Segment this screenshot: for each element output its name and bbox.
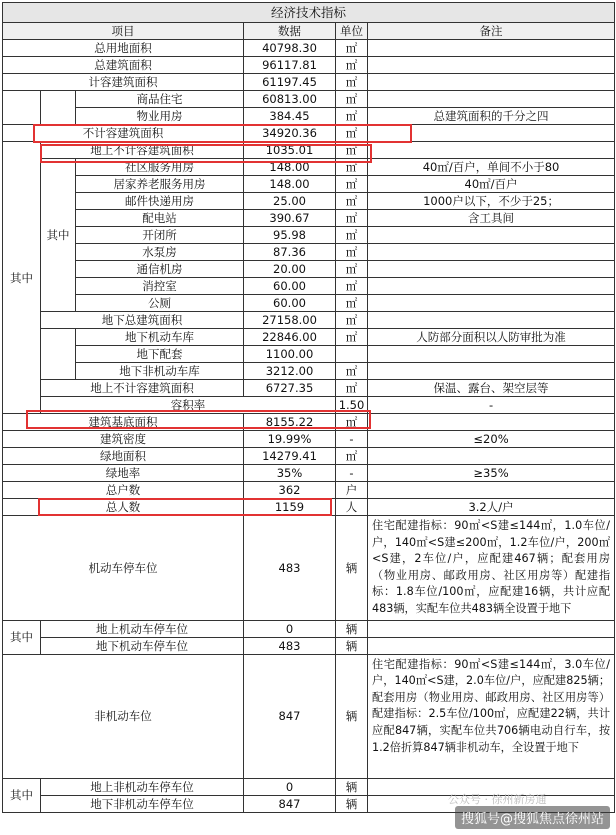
row-label: 地上机动车停车位 xyxy=(41,620,244,637)
row-label: 绿地率 xyxy=(3,465,244,482)
row-label: 计容建筑面积 xyxy=(3,74,244,91)
row-value: 22846.00 xyxy=(244,329,336,346)
table-row xyxy=(3,227,615,244)
row-label: 非机动车位 xyxy=(3,654,244,778)
row-note: 保温、露台、架空层等 xyxy=(368,380,615,397)
row-label: 容积率 xyxy=(41,397,336,414)
row-note: 40㎡/百户 xyxy=(368,176,615,193)
table-row xyxy=(3,637,615,654)
row-note xyxy=(368,295,615,312)
row-note xyxy=(368,244,615,261)
row-unit: 辆 xyxy=(336,795,368,812)
row-unit: 户 xyxy=(336,482,368,499)
row-note xyxy=(368,278,615,295)
row-value: 483 xyxy=(244,516,336,621)
header-item: 项目 xyxy=(3,23,244,40)
row-label: 地下机动车停车位 xyxy=(41,637,244,654)
row-unit: ㎡ xyxy=(336,159,368,176)
row-unit xyxy=(336,346,368,363)
row-value: 148.00 xyxy=(244,176,336,193)
row-label: 不计容建筑面积 xyxy=(3,125,244,142)
row-note xyxy=(368,91,615,108)
row-label: 地下机动车库 xyxy=(76,329,244,346)
row-note: 1000户以下，不少于25； xyxy=(368,193,615,210)
row-value: 847 xyxy=(244,795,336,812)
row-note xyxy=(368,414,615,431)
table-row xyxy=(3,74,615,91)
table-row xyxy=(3,91,615,108)
row-label: 地下非机动车停车位 xyxy=(41,795,244,812)
row-label: 公厕 xyxy=(76,295,244,312)
table-row xyxy=(3,363,615,380)
row-value: 3212.00 xyxy=(244,363,336,380)
row-label: 总人数 xyxy=(3,499,244,516)
row-value: 87.36 xyxy=(244,244,336,261)
table-row xyxy=(3,329,615,346)
row-value: 1100.00 xyxy=(244,346,336,363)
row-unit: ㎡ xyxy=(336,414,368,431)
row-note: 人防部分面积以人防审批为准 xyxy=(368,329,615,346)
row-value: 0 xyxy=(244,778,336,795)
row-unit: ㎡ xyxy=(336,57,368,74)
row-value: 60.00 xyxy=(244,278,336,295)
row-note: 总建筑面积的千分之四 xyxy=(368,108,615,125)
row-value: 20.00 xyxy=(244,261,336,278)
table-row xyxy=(3,57,615,74)
row-unit: 辆 xyxy=(336,778,368,795)
row-unit: ㎡ xyxy=(336,329,368,346)
blank-side xyxy=(41,329,76,380)
row-note xyxy=(368,363,615,380)
table-row xyxy=(3,431,615,448)
row-value: 384.45 xyxy=(244,108,336,125)
row-note xyxy=(368,40,615,57)
row-value: 1159 xyxy=(244,499,336,516)
row-label: 地上不计容建筑面积 xyxy=(41,380,244,397)
row-unit: ㎡ xyxy=(336,40,368,57)
row-value: 1035.01 xyxy=(244,142,336,159)
row-label: 居家养老服务用房 xyxy=(76,176,244,193)
row-unit: ㎡ xyxy=(336,74,368,91)
row-label: 社区服务用房 xyxy=(76,159,244,176)
row-label: 建筑基底面积 xyxy=(3,414,244,431)
table-row xyxy=(3,465,615,482)
watermark-faint: 公众号 · 徐州新房通 xyxy=(448,793,547,806)
row-value: 25.00 xyxy=(244,193,336,210)
row-value: 96117.81 xyxy=(244,57,336,74)
table-row xyxy=(3,108,615,125)
row-unit: - xyxy=(368,397,615,414)
side-label-qizhong-big: 其中 xyxy=(3,142,41,414)
row-unit: ㎡ xyxy=(336,108,368,125)
row-note: 含工具间 xyxy=(368,210,615,227)
row-note: ≥35% xyxy=(368,465,615,482)
row-value: 8155.22 xyxy=(244,414,336,431)
tech-indicators-table xyxy=(2,2,615,813)
table-row xyxy=(3,346,615,363)
row-unit: ㎡ xyxy=(336,91,368,108)
blank-side xyxy=(3,91,41,125)
row-label: 地下非机动车库 xyxy=(76,363,244,380)
row-unit: ㎡ xyxy=(336,448,368,465)
row-label: 绿地面积 xyxy=(3,448,244,465)
table-row xyxy=(3,448,615,465)
side-label-qizhong: 其中 xyxy=(3,620,41,654)
watermark: 搜狐号@搜狐焦点徐州站 xyxy=(455,806,610,829)
row-note xyxy=(368,57,615,74)
table-row xyxy=(3,295,615,312)
row-value: 0 xyxy=(244,620,336,637)
row-unit: ㎡ xyxy=(336,142,368,159)
side-label-qizhong: 其中 xyxy=(3,778,41,812)
row-label: 配电站 xyxy=(76,210,244,227)
table-row xyxy=(3,620,615,637)
row-value: 61197.45 xyxy=(244,74,336,91)
table-row xyxy=(3,414,615,431)
table-row xyxy=(3,193,615,210)
row-value: 14279.41 xyxy=(244,448,336,465)
row-label: 商品住宅 xyxy=(76,91,244,108)
row-label: 消控室 xyxy=(76,278,244,295)
row-note: 40㎡/百户，单间不小于80 xyxy=(368,159,615,176)
row-value: 19.99% xyxy=(244,431,336,448)
row-unit: ㎡ xyxy=(336,312,368,329)
table-row xyxy=(3,142,615,159)
table-row xyxy=(3,159,615,176)
table-row xyxy=(3,125,615,142)
header-unit: 单位 xyxy=(336,23,368,40)
row-note xyxy=(368,142,615,159)
row-note: 住宅配建指标：90㎡<S建≤144㎡，3.0车位/户，140㎡<S建，2.0车位/户，应配建825辆；配套用房（物业用房、邮政用房、社区用房等）配建指标：2.5车位/100㎡，应配建22辆，共计应配847辆，实配车位共706辆电动自行车，按1.2倍折算847辆非机动车，全设置于地下 xyxy=(368,654,615,778)
row-note: 3.2人/户 xyxy=(368,499,615,516)
row-note xyxy=(368,346,615,363)
row-label: 物业用房 xyxy=(76,108,244,125)
row-note: ≤20% xyxy=(368,431,615,448)
table-row xyxy=(3,210,615,227)
table-row xyxy=(3,176,615,193)
row-value: 60813.00 xyxy=(244,91,336,108)
row-label: 机动车停车位 xyxy=(3,516,244,621)
table-row xyxy=(3,312,615,329)
row-label: 开闭所 xyxy=(76,227,244,244)
row-note xyxy=(368,74,615,91)
row-unit: 辆 xyxy=(336,516,368,621)
row-unit: ㎡ xyxy=(336,125,368,142)
row-value: 40798.30 xyxy=(244,40,336,57)
row-unit: ㎡ xyxy=(336,295,368,312)
table-row xyxy=(3,261,615,278)
row-unit: 辆 xyxy=(336,637,368,654)
row-label: 总建筑面积 xyxy=(3,57,244,74)
row-label: 地下总建筑面积 xyxy=(41,312,244,329)
row-value: 6727.35 xyxy=(244,380,336,397)
table-row xyxy=(3,516,615,621)
row-value: 34920.36 xyxy=(244,125,336,142)
row-label: 邮件快递用房 xyxy=(76,193,244,210)
row-value: 27158.00 xyxy=(244,312,336,329)
row-label: 地下配套 xyxy=(76,346,244,363)
row-unit: ㎡ xyxy=(336,193,368,210)
row-note xyxy=(368,637,615,654)
row-unit: - xyxy=(336,465,368,482)
row-unit: 人 xyxy=(336,499,368,516)
row-note xyxy=(368,482,615,499)
row-label: 总用地面积 xyxy=(3,40,244,57)
table-row xyxy=(3,397,615,414)
row-value: 847 xyxy=(244,654,336,778)
row-label: 总户数 xyxy=(3,482,244,499)
row-value: 148.00 xyxy=(244,159,336,176)
row-unit: ㎡ xyxy=(336,210,368,227)
row-unit: ㎡ xyxy=(336,227,368,244)
row-unit: ㎡ xyxy=(336,363,368,380)
row-note xyxy=(368,620,615,637)
table-row xyxy=(3,380,615,397)
table-title: 经济技术指标 xyxy=(3,3,615,23)
row-value: 483 xyxy=(244,637,336,654)
row-value: 1.50 xyxy=(336,397,368,414)
table-row xyxy=(3,40,615,57)
table-row xyxy=(3,654,615,778)
row-unit: ㎡ xyxy=(336,278,368,295)
row-label: 水泵房 xyxy=(76,244,244,261)
row-label: 地上非机动车停车位 xyxy=(41,778,244,795)
table-row xyxy=(3,482,615,499)
row-note xyxy=(368,125,615,142)
row-unit: 辆 xyxy=(336,620,368,637)
header-note: 备注 xyxy=(368,23,615,40)
row-unit: ㎡ xyxy=(336,176,368,193)
row-label: 地上不计容建筑面积 xyxy=(41,142,244,159)
row-note: 住宅配建指标：90㎡<S建≤144㎡，1.0车位/户，140㎡<S建≤200㎡，1.2车位/户，200㎡<S建，2车位/户，应配建467辆；配套用房（物业用房、邮政用房、社区用房等）配建指标：1.8车位/100㎡，应配建16辆，共计应配483辆，实配车位共483辆全设置于地下 xyxy=(368,516,615,621)
row-label: 建筑密度 xyxy=(3,431,244,448)
row-label: 通信机房 xyxy=(76,261,244,278)
row-note xyxy=(368,448,615,465)
side-label-qizhong: 其中 xyxy=(41,159,76,312)
table-row xyxy=(3,278,615,295)
row-unit: 辆 xyxy=(336,654,368,778)
row-unit: - xyxy=(336,431,368,448)
row-value: 95.98 xyxy=(244,227,336,244)
row-value: 35% xyxy=(244,465,336,482)
header-value: 数据 xyxy=(244,23,336,40)
row-note xyxy=(368,312,615,329)
row-value: 60.00 xyxy=(244,295,336,312)
row-unit: ㎡ xyxy=(336,380,368,397)
row-value: 362 xyxy=(244,482,336,499)
blank-side xyxy=(41,91,76,125)
row-note xyxy=(368,261,615,278)
table-row xyxy=(3,244,615,261)
row-value: 390.67 xyxy=(244,210,336,227)
row-unit: ㎡ xyxy=(336,261,368,278)
table-row xyxy=(3,499,615,516)
row-note xyxy=(368,227,615,244)
row-unit: ㎡ xyxy=(336,244,368,261)
